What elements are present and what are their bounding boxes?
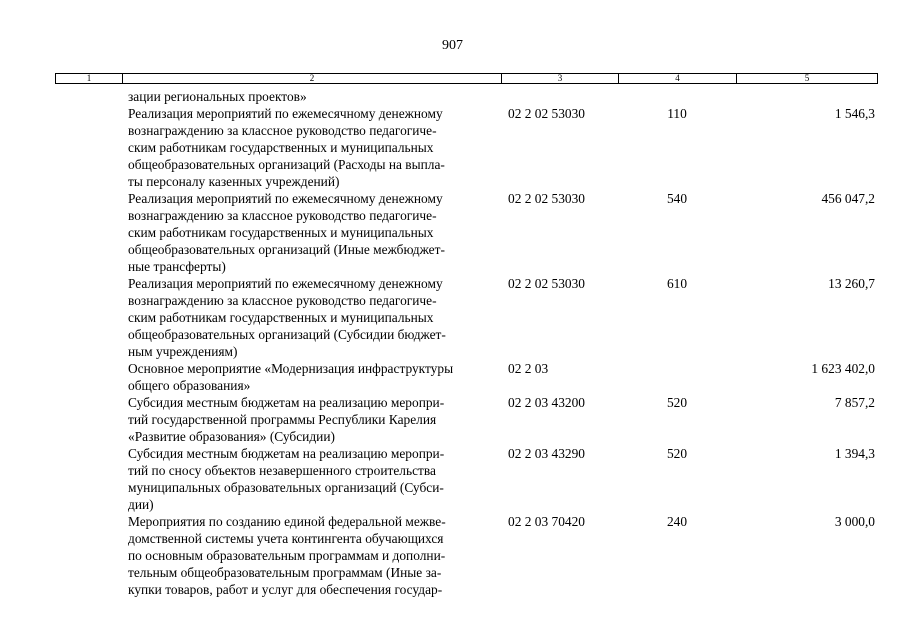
row-description: Субсидия местным бюджетам на реализацию меропри- тий государственной программы Республики Карелия «Развитие образования» (Субсидии) <box>128 395 445 444</box>
row-description: Субсидия местным бюджетам на реализацию меропри- тий по сносу объектов незавершенного строительства муниципальных образовательных организаций (Субси- дии) <box>128 446 445 512</box>
row-amount: 7 857,2 <box>834 395 875 410</box>
row-amount: 1 394,3 <box>834 446 875 461</box>
row-code: 02 2 03 43200 <box>508 395 585 410</box>
row-amount: 1 546,3 <box>834 106 875 121</box>
table-row <box>0 190 905 275</box>
row-expense-type: 520 <box>666 395 688 410</box>
column-number-header <box>55 73 878 84</box>
row-code: 02 2 03 <box>508 361 549 376</box>
column-5-number: 5 <box>737 74 878 84</box>
row-description: Реализация мероприятий по ежемесячному денежному вознаграждению за классное руководство педагогиче- ским работникам государственных и муниципальных общеобразовательных организаций (Иные межбюджет- ные трансферты) <box>128 191 445 274</box>
column-2-number: 2 <box>123 74 502 84</box>
row-code: 02 2 02 53030 <box>508 191 585 206</box>
table-row <box>0 360 905 394</box>
row-expense-type: 110 <box>667 106 687 121</box>
row-amount: 1 623 402,0 <box>811 361 875 376</box>
table-row <box>0 394 905 445</box>
column-3-number: 3 <box>502 74 619 84</box>
row-amount: 456 047,2 <box>821 191 875 206</box>
table-row <box>0 88 905 105</box>
row-code: 02 2 02 53030 <box>508 106 585 121</box>
row-expense-type: 240 <box>666 514 688 529</box>
row-expense-type: 610 <box>666 276 688 291</box>
row-code: 02 2 02 53030 <box>508 276 585 291</box>
row-expense-type: 520 <box>666 446 688 461</box>
row-description: Реализация мероприятий по ежемесячному денежному вознаграждению за классное руководство педагогиче- ским работникам государственных и муниципальных общеобразовательных организаций (Субсидии бюджет- ным учреждениям) <box>128 276 446 359</box>
budget-table-body <box>0 88 905 598</box>
row-description: Основное мероприятие «Модернизация инфраструктуры общего образования» <box>128 361 454 393</box>
row-code: 02 2 03 43290 <box>508 446 585 461</box>
row-description: Реализация мероприятий по ежемесячному денежному вознаграждению за классное руководство педагогиче- ским работникам государственных и муниципальных общеобразовательных организаций (Расходы на выпла- ты персоналу казенных учреждений) <box>128 106 445 189</box>
table-row <box>0 105 905 190</box>
table-row <box>0 445 905 513</box>
row-amount: 3 000,0 <box>834 514 875 529</box>
table-row <box>0 513 905 598</box>
page-number: 907 <box>442 38 463 53</box>
row-description: зации региональных проектов» <box>128 89 307 104</box>
column-4-number: 4 <box>619 74 737 84</box>
table-row <box>0 275 905 360</box>
row-description: Мероприятия по созданию единой федеральной межве- домственной системы учета контингента обучающихся по основным образовательным программам и дополни- тельным общеобразовательным программам (Иные за- купки товаров, работ и услуг для обеспечения государ- <box>128 514 446 597</box>
column-1-number: 1 <box>56 74 123 84</box>
row-code: 02 2 03 70420 <box>508 514 585 529</box>
row-amount: 13 260,7 <box>828 276 875 291</box>
row-expense-type: 540 <box>666 191 688 206</box>
